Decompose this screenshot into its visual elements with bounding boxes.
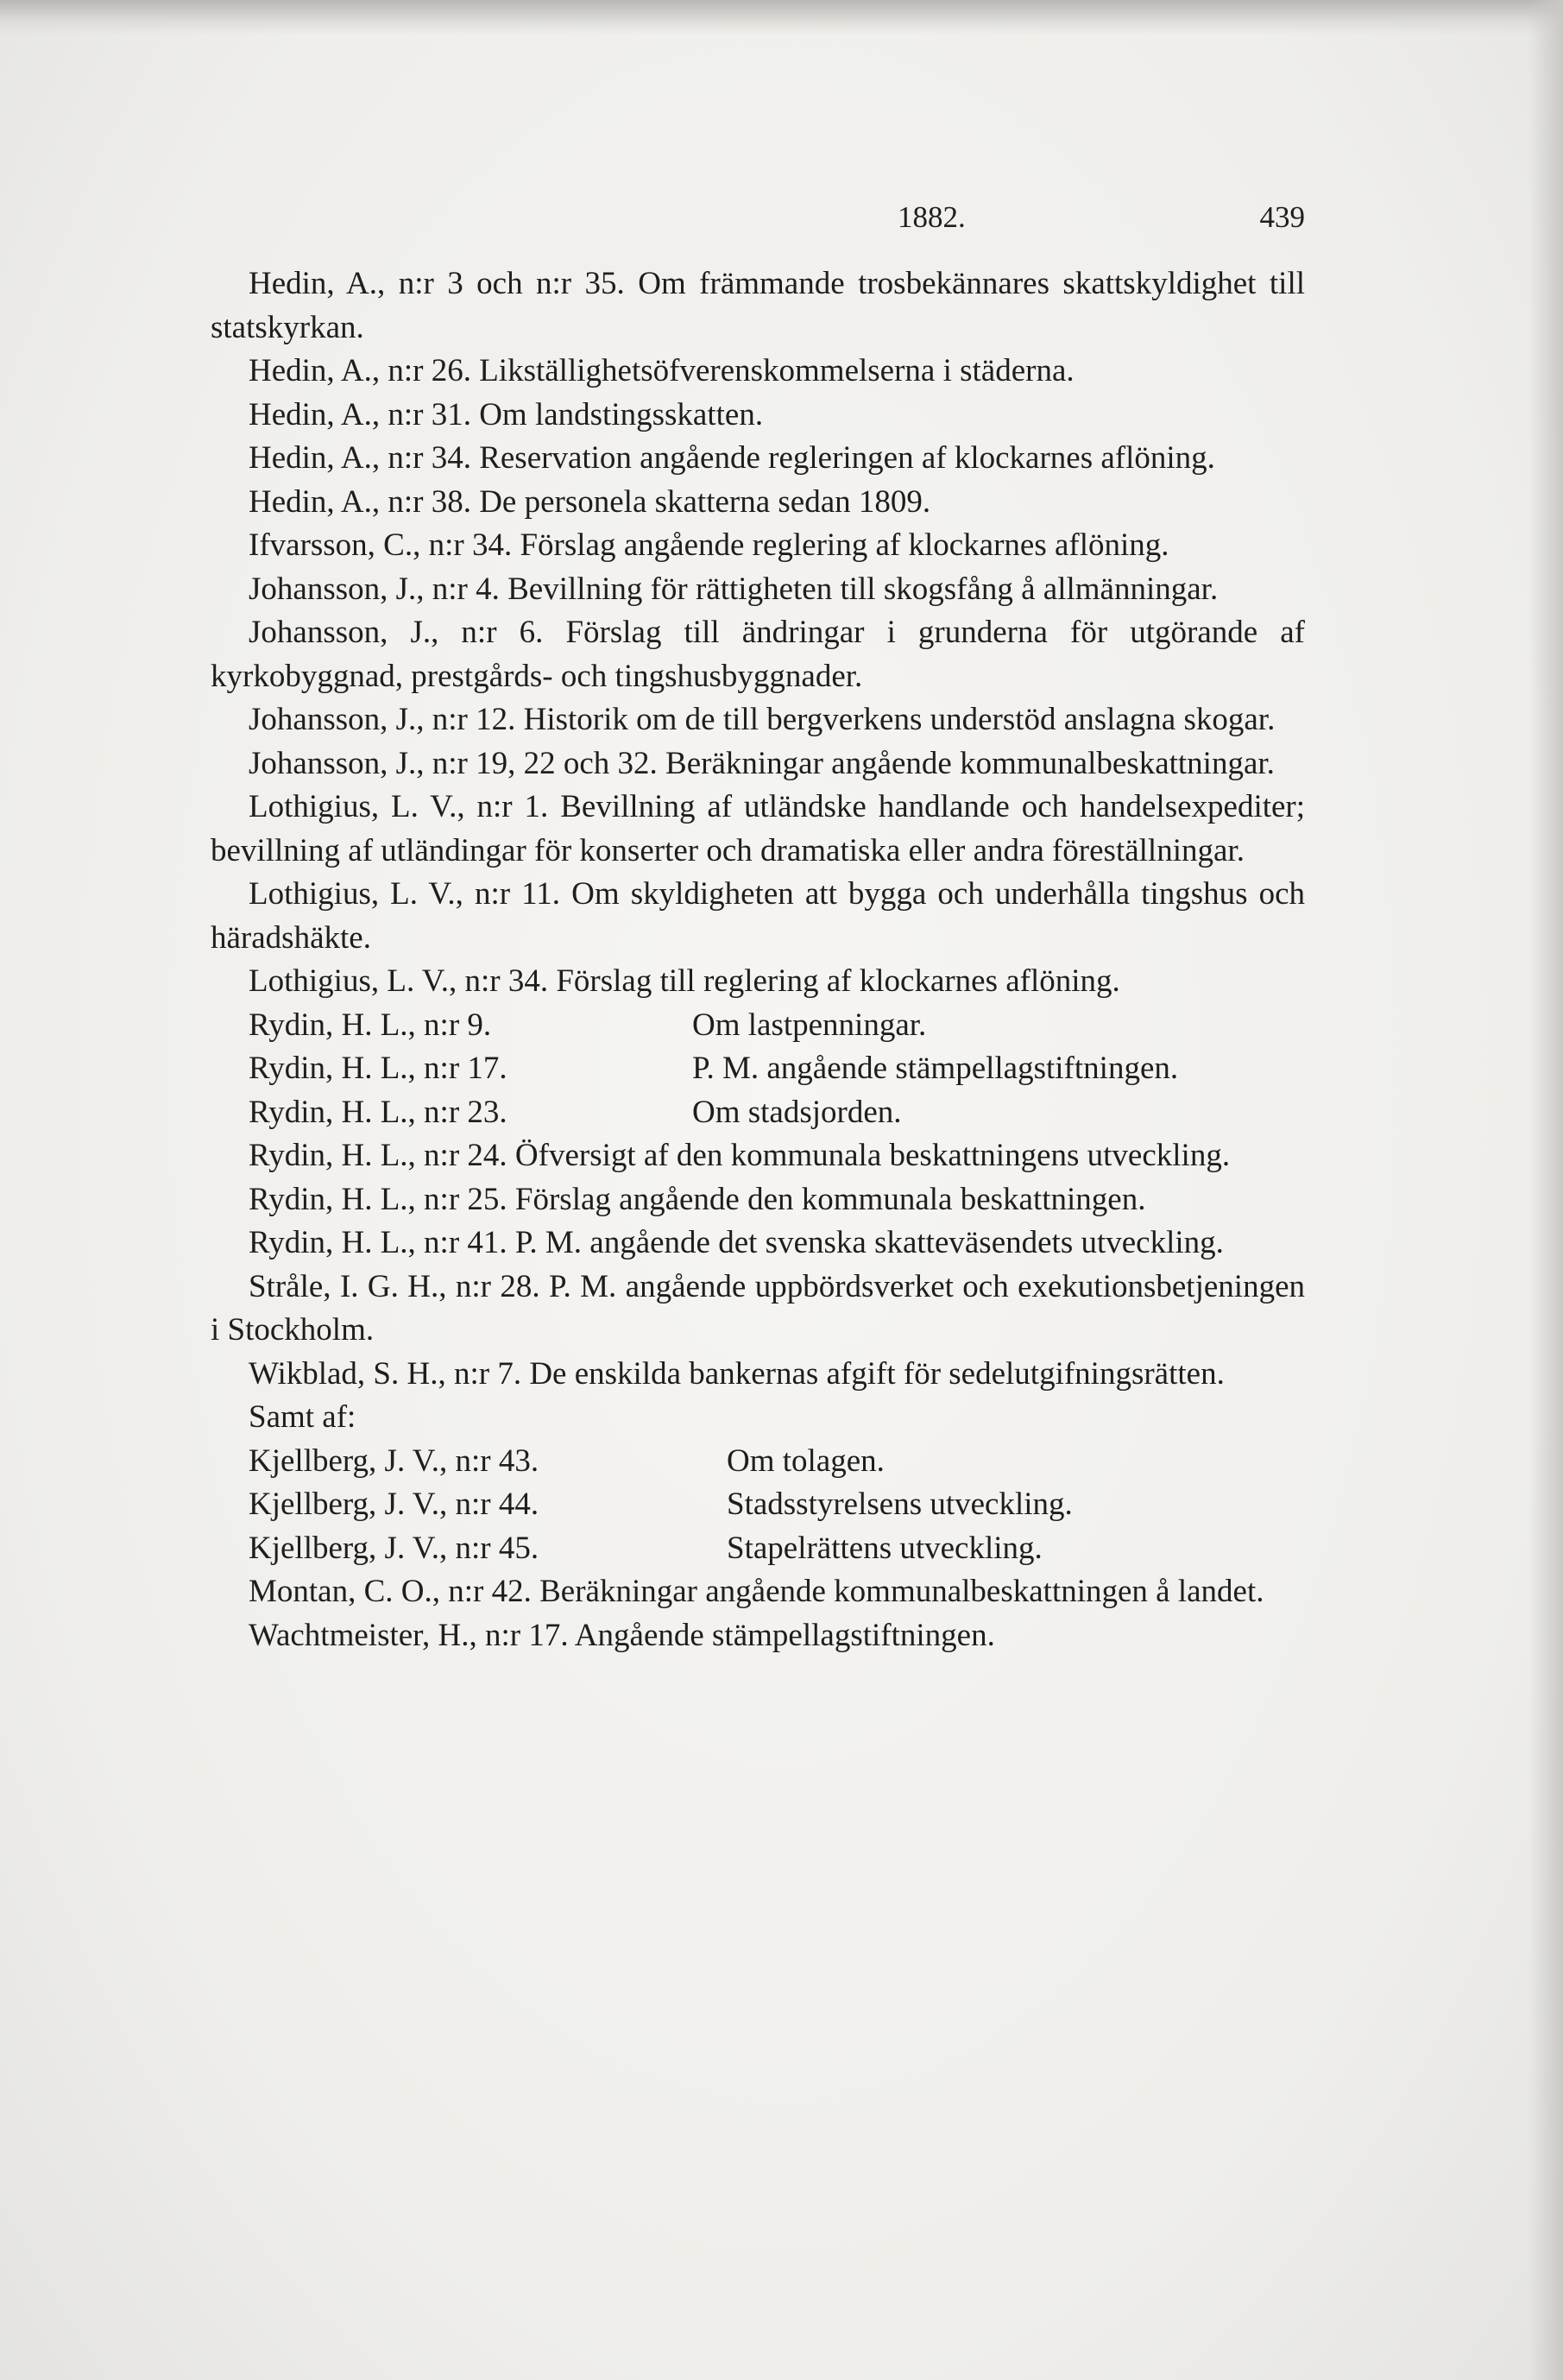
entry-title: Om skyldigheten att bygga och underhålla tingshus och häradshäkte. — [211, 876, 1306, 956]
page-number: 439 — [1259, 200, 1305, 234]
list-item — [211, 742, 1305, 786]
list-item — [211, 611, 1305, 698]
list-item — [211, 481, 1305, 525]
list-item — [211, 1134, 1305, 1178]
list-item — [211, 1047, 1305, 1091]
entry-author: Kjellberg, J. V., n:r 43. — [249, 1443, 539, 1479]
list-item — [211, 1527, 1305, 1571]
samt-label: Samt af: — [249, 1399, 356, 1435]
entry-title: Likställighetsöfverenskommelserna i städerna. — [479, 353, 1075, 388]
list-item — [211, 698, 1305, 742]
entry-title: Historik om de till bergverkens understöd anslagna skogar. — [523, 702, 1276, 737]
entry-title: Om främmande trosbekännares skattskyldighet till statskyrkan. — [211, 266, 1306, 345]
entry-title: Förslag till reglering af klockarnes aflöning. — [556, 963, 1120, 999]
entry-title: Bevillning af utländske handlande och handelsexpediter; bevillning af utländingar för konserter och dramatiska eller andra föreställningar. — [211, 789, 1306, 868]
entry-author: Rydin, H. L., n:r 41. — [249, 1225, 507, 1260]
list-item — [211, 1570, 1305, 1614]
entry-author: Montan, C. O., n:r 42. — [249, 1574, 532, 1609]
entry-author: Hedin, A., n:r 3 och n:r 35. — [249, 266, 625, 301]
entry-author: Rydin, H. L., n:r 17. — [249, 1051, 507, 1086]
scan-edge-right — [1528, 0, 1563, 2380]
entry-author: Rydin, H. L., n:r 25. — [249, 1181, 507, 1217]
running-head — [211, 193, 1305, 245]
entry-title: Reservation angående regleringen af klockarnes aflöning. — [479, 440, 1215, 476]
entry-author: Ifvarsson, C., n:r 34. — [249, 527, 513, 563]
entry-author: Hedin, A., n:r 34. — [249, 440, 471, 476]
entry-author: Lothigius, L. V., n:r 1. — [249, 789, 549, 824]
list-item — [211, 350, 1305, 394]
entry-author: Hedin, A., n:r 38. — [249, 483, 471, 520]
entry-author: Rydin, H. L., n:r 24. — [249, 1138, 507, 1173]
list-item — [211, 786, 1305, 873]
entry-author: Johansson, J., n:r 6. — [249, 615, 544, 650]
entry-title: Stadsstyrelsens utveckling. — [727, 1487, 1073, 1522]
entry-author: Lothigius, L. V., n:r 34. — [249, 963, 549, 999]
body-text — [211, 262, 1305, 1657]
entry-title: P. M. angående det svenska skatteväsendets utveckling. — [514, 1225, 1224, 1260]
entry-author: Hedin, A., n:r 26. — [249, 353, 471, 388]
entry-title: Bevillning för rättigheten till skogsfång å allmänningar. — [507, 571, 1219, 607]
entry-title: Angående stämpellagstiftningen. — [574, 1617, 995, 1653]
header-year: 1882. — [898, 200, 966, 234]
entry-author: Hedin, A., n:r 31. — [249, 396, 471, 432]
entry-title: P. M. angående uppbördsverket och exekutionsbetjeningen i Stockholm. — [211, 1268, 1305, 1348]
list-item — [211, 1353, 1305, 1397]
entry-title: Öfversigt af den kommunala beskattningens utveckling. — [514, 1138, 1231, 1173]
entry-title: Om lastpenningar. — [692, 1007, 927, 1043]
entry-title: Stapelrättens utveckling. — [727, 1530, 1043, 1566]
entry-title: De personela skatterna sedan 1809. — [479, 483, 931, 520]
list-item — [211, 568, 1305, 612]
entry-author: Kjellberg, J. V., n:r 44. — [249, 1487, 539, 1522]
entry-title: Förslag angående den kommunala beskattningen. — [514, 1181, 1146, 1217]
list-item — [211, 1614, 1305, 1658]
entry-author: Johansson, J., n:r 12. — [249, 702, 516, 737]
entry-author: Wachtmeister, H., n:r 17. — [249, 1617, 569, 1653]
list-item — [211, 394, 1305, 438]
entry-author: Johansson, J., n:r 19, 22 och 32. — [249, 745, 658, 781]
scan-edge-top — [0, 0, 1563, 35]
list-item — [211, 1483, 1305, 1527]
entry-author: Rydin, H. L., n:r 23. — [249, 1094, 507, 1130]
entry-title: Beräkningar angående kommunalbeskattningar. — [665, 745, 1275, 781]
list-item — [211, 524, 1305, 568]
list-item — [211, 1266, 1305, 1353]
entry-author: Kjellberg, J. V., n:r 45. — [249, 1530, 539, 1566]
list-item — [211, 873, 1305, 960]
entry-title: Om landstingsskatten. — [479, 396, 764, 432]
entry-author: Johansson, J., n:r 4. — [249, 571, 500, 607]
entry-author: Wikblad, S. H., n:r 7. — [249, 1355, 522, 1392]
entry-author: Lothigius, L. V., n:r 11. — [249, 876, 561, 912]
list-item — [211, 1004, 1305, 1048]
entry-title: Om stadsjorden. — [692, 1094, 902, 1130]
list-item — [211, 1091, 1305, 1135]
list-item — [211, 960, 1305, 1004]
entry-title: Beräkningar angående kommunalbeskattningen å landet. — [539, 1574, 1264, 1609]
entry-author: Rydin, H. L., n:r 9. — [249, 1007, 492, 1043]
list-item — [211, 262, 1305, 350]
entry-title: P. M. angående stämpellagstiftningen. — [692, 1051, 1179, 1086]
list-item — [211, 1440, 1305, 1484]
entry-title: Förslag angående reglering af klockarnes aflöning. — [520, 527, 1169, 563]
list-item — [211, 1222, 1305, 1266]
entry-title: De enskilda bankernas afgift för sedelutgifningsrätten. — [529, 1355, 1225, 1392]
list-item — [211, 1178, 1305, 1222]
list-item — [211, 437, 1305, 481]
entry-title: Förslag till ändringar i grunderna för utgörande af kyrkobyggnad, prestgårds- och tingshusbyggnader. — [211, 615, 1305, 694]
entry-author: Stråle, I. G. H., n:r 28. — [249, 1268, 540, 1304]
entry-title: Om tolagen. — [727, 1443, 885, 1479]
